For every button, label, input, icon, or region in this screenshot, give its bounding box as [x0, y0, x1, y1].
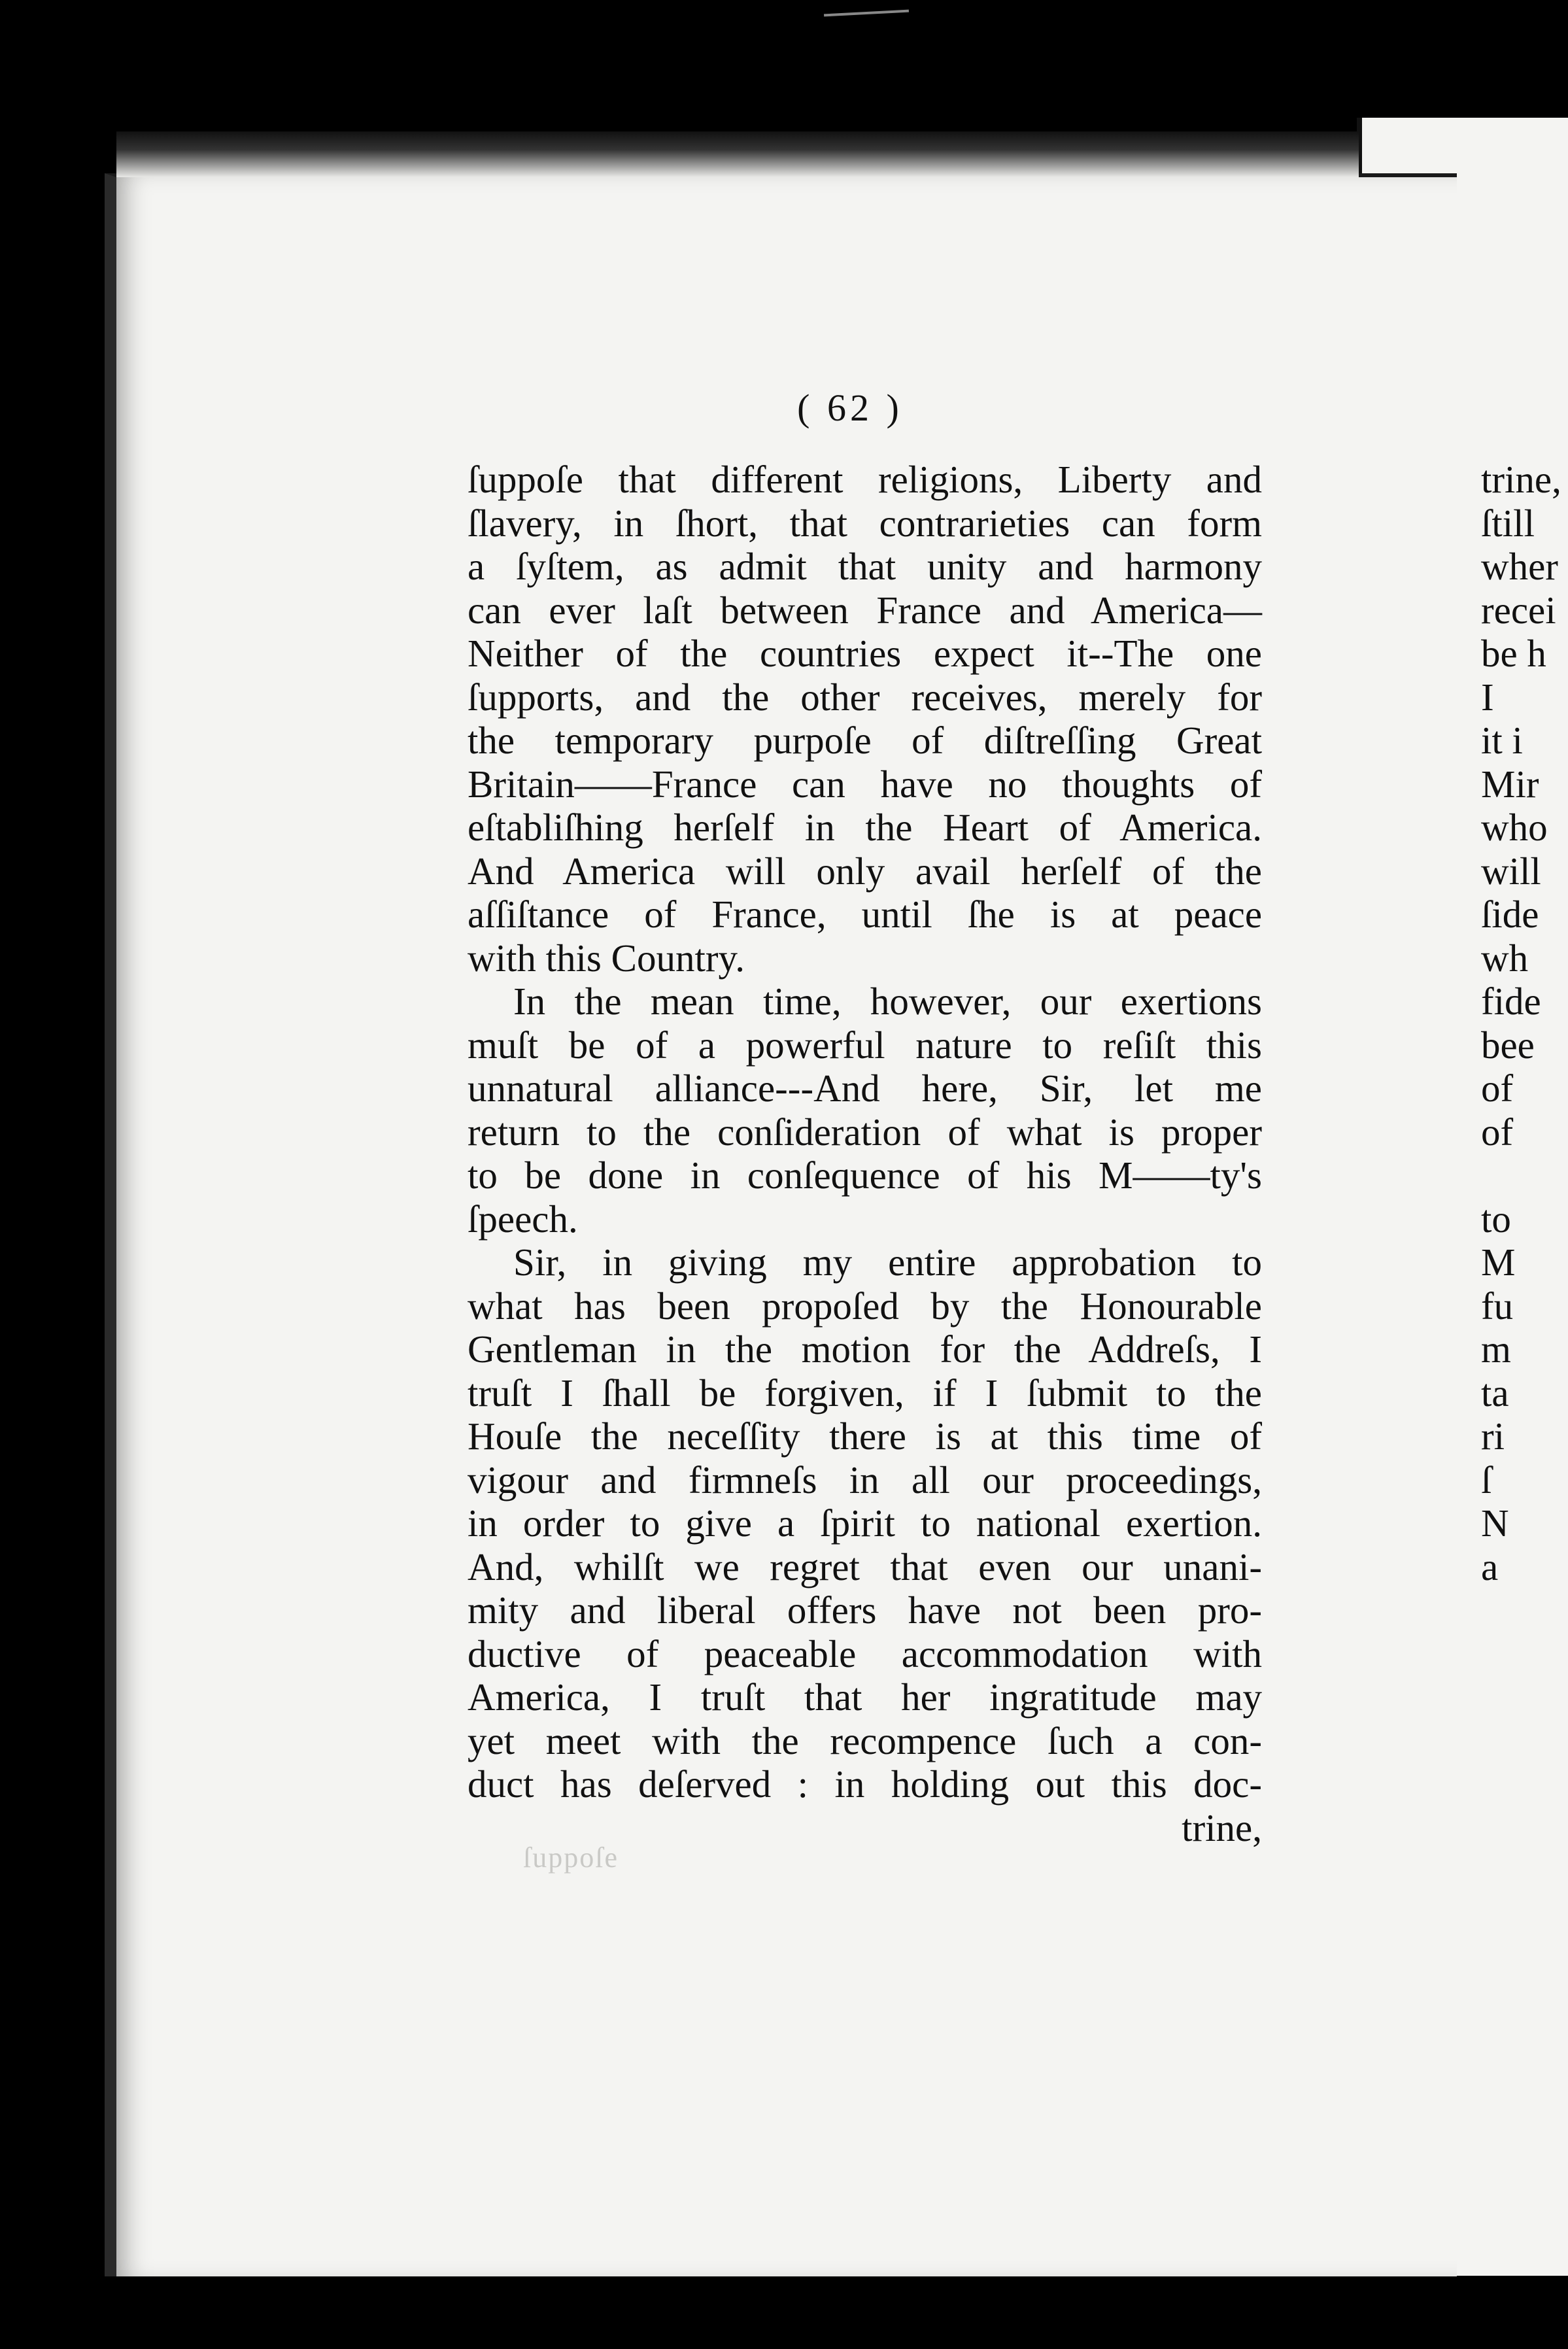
text-line: ſupports, and the other receives, merely for	[468, 675, 1262, 719]
text-line: unnatural alliance---And here, Sir, let me	[468, 1067, 1262, 1110]
facing-page-text	[1481, 458, 1568, 1588]
facing-line: recei	[1481, 588, 1556, 632]
text-line: America, I truſt that her ingratitude may	[468, 1675, 1262, 1719]
facing-line: ſtill	[1481, 501, 1535, 545]
text-line: ſpeech.	[468, 1197, 578, 1241]
facing-line: Mir	[1481, 762, 1539, 806]
text-line: can ever laſt between France and America—	[468, 588, 1262, 632]
text-line: yet meet with the recompence ſuch a con-	[468, 1719, 1262, 1762]
facing-line: m	[1481, 1328, 1511, 1371]
facing-line: of	[1481, 1110, 1514, 1154]
text-line: in order to give a ſpirit to national exertion.	[468, 1501, 1262, 1545]
text-line: muſt be of a powerful nature to reſiſt this	[468, 1023, 1262, 1067]
text-line: with this Country.	[468, 936, 745, 980]
text-line: Britain——France can have no thoughts of	[468, 762, 1262, 806]
facing-line: be h	[1481, 632, 1546, 675]
text-line: aſſiſtance of France, until ſhe is at peace	[468, 893, 1262, 936]
facing-line: ta	[1481, 1371, 1509, 1415]
facing-line: a	[1481, 1545, 1499, 1588]
facing-line: I	[1481, 675, 1494, 719]
text-line: Sir, in giving my entire approbation to	[513, 1241, 1262, 1284]
text-line: a ſyſtem, as admit that unity and harmony	[468, 545, 1262, 588]
page-number-header: ( 62 )	[797, 386, 903, 429]
text-line: In the mean time, however, our exertions	[513, 980, 1262, 1023]
facing-line: will	[1481, 849, 1541, 893]
text-line: eſtabliſhing herſelf in the Heart of America.	[468, 806, 1262, 849]
text-line: Gentleman in the motion for the Addreſs, I	[468, 1328, 1262, 1371]
text-line: truſt I ſhall be forgiven, if I ſubmit to the	[468, 1371, 1262, 1415]
facing-line: M	[1481, 1241, 1516, 1284]
text-line: duct has deſerved : in holding out this doc-	[468, 1762, 1262, 1806]
text-line: Neither of the countries expect it--The one	[468, 632, 1262, 675]
facing-line: N	[1481, 1501, 1509, 1545]
facing-line: ri	[1481, 1415, 1505, 1458]
text-line: mity and liberal offers have not been pro-	[468, 1588, 1262, 1632]
facing-line: ſ	[1481, 1458, 1492, 1501]
facing-line: ſide	[1481, 893, 1539, 936]
body-text	[468, 458, 1262, 1849]
text-line: the temporary purpoſe of diſtreſſing Great	[468, 719, 1262, 762]
facing-line: of	[1481, 1067, 1514, 1110]
page-top-edge	[116, 131, 1359, 177]
facing-line: bee	[1481, 1023, 1535, 1067]
text-line: ſuppoſe that different religions, Liberty and	[468, 458, 1262, 501]
text-line: to be done in conſequence of his M——ty's	[468, 1154, 1262, 1197]
facing-line	[1481, 1154, 1568, 1197]
text-line: Houſe the neceſſity there is at this time of	[468, 1415, 1262, 1458]
facing-line: wh	[1481, 936, 1529, 980]
text-line: return to the conſideration of what is proper	[468, 1110, 1262, 1154]
facing-line: to	[1481, 1197, 1511, 1241]
facing-line: fide	[1481, 980, 1541, 1023]
text-line: ſlavery, in ſhort, that contrarieties can form	[468, 501, 1262, 545]
edge-mark	[824, 10, 909, 17]
facing-line: it i	[1481, 719, 1523, 762]
text-line: what has been propoſed by the Honourable	[468, 1284, 1262, 1328]
facing-line: fu	[1481, 1284, 1514, 1328]
text-line: vigour and firmneſs in all our proceedings,	[468, 1458, 1262, 1501]
text-line: And America will only avail herſelf of the	[468, 849, 1262, 893]
facing-line: trine,	[1481, 458, 1561, 501]
bleed-through-text: ſuppoſe	[523, 1842, 619, 1874]
catchword: trine,	[1182, 1806, 1262, 1849]
facing-line: wher	[1481, 545, 1558, 588]
facing-line: who	[1481, 806, 1548, 849]
text-line: And, whilſt we regret that even our unani-	[468, 1545, 1262, 1588]
text-line: ductive of peaceable accommodation with	[468, 1632, 1262, 1675]
